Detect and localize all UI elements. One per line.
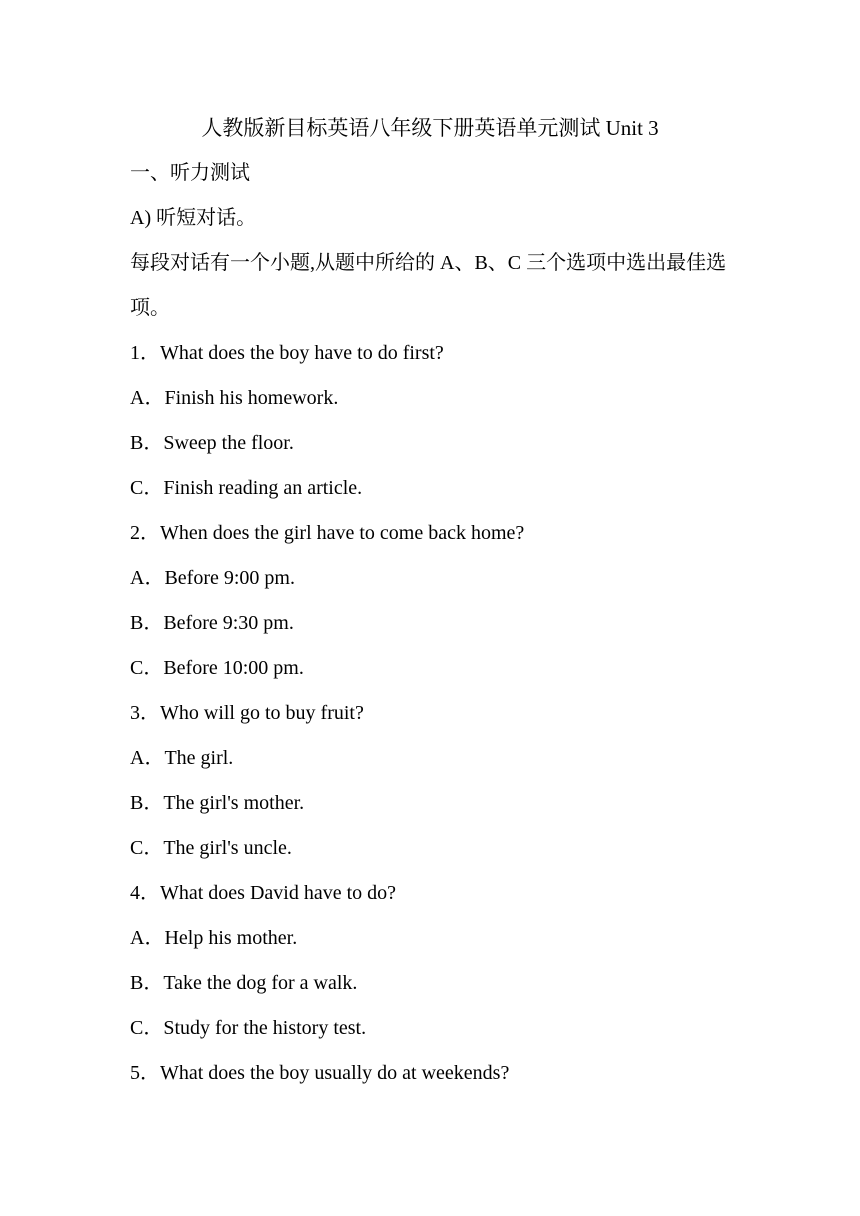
page-title: 人教版新目标英语八年级下册英语单元测试 Unit 3 xyxy=(201,116,659,140)
question-stem: 3．Who will go to buy fruit? xyxy=(130,702,364,724)
question-stem: 1．What does the boy have to do first? xyxy=(130,342,444,364)
question-stem: 2．When does the girl have to come back home? xyxy=(130,522,525,544)
option-a: A．Help his mother. xyxy=(130,927,298,949)
option-c: C．Before 10:00 pm. xyxy=(130,657,304,679)
option-b: B．Take the dog for a walk. xyxy=(130,972,358,994)
question-4 xyxy=(130,877,740,1057)
option-a: A．Before 9:00 pm. xyxy=(130,567,295,589)
document-body xyxy=(130,157,740,1102)
option-b: B．Before 9:30 pm. xyxy=(130,612,294,634)
option-b: B．The girl's mother. xyxy=(130,792,305,814)
option-a: A．Finish his homework. xyxy=(130,387,339,409)
option-a: A．The girl. xyxy=(130,747,234,769)
instructions: 每段对话有一个小题,从题中所给的 A、B、C 三个选项中选出最佳选项。 xyxy=(130,252,727,319)
question-1 xyxy=(130,337,740,517)
option-c: C．Study for the history test. xyxy=(130,1017,367,1039)
question-2 xyxy=(130,517,740,697)
part-heading: A) 听短对话。 xyxy=(130,207,257,229)
option-c: C．The girl's uncle. xyxy=(130,837,292,859)
option-b: B．Sweep the floor. xyxy=(130,432,294,454)
section-heading: 一、听力测试 xyxy=(130,162,250,184)
question-stem: 5．What does the boy usually do at weekends? xyxy=(130,1062,510,1084)
question-3 xyxy=(130,697,740,877)
question-5 xyxy=(130,1057,740,1102)
option-c: C．Finish reading an article. xyxy=(130,477,363,499)
question-stem: 4．What does David have to do? xyxy=(130,882,397,904)
